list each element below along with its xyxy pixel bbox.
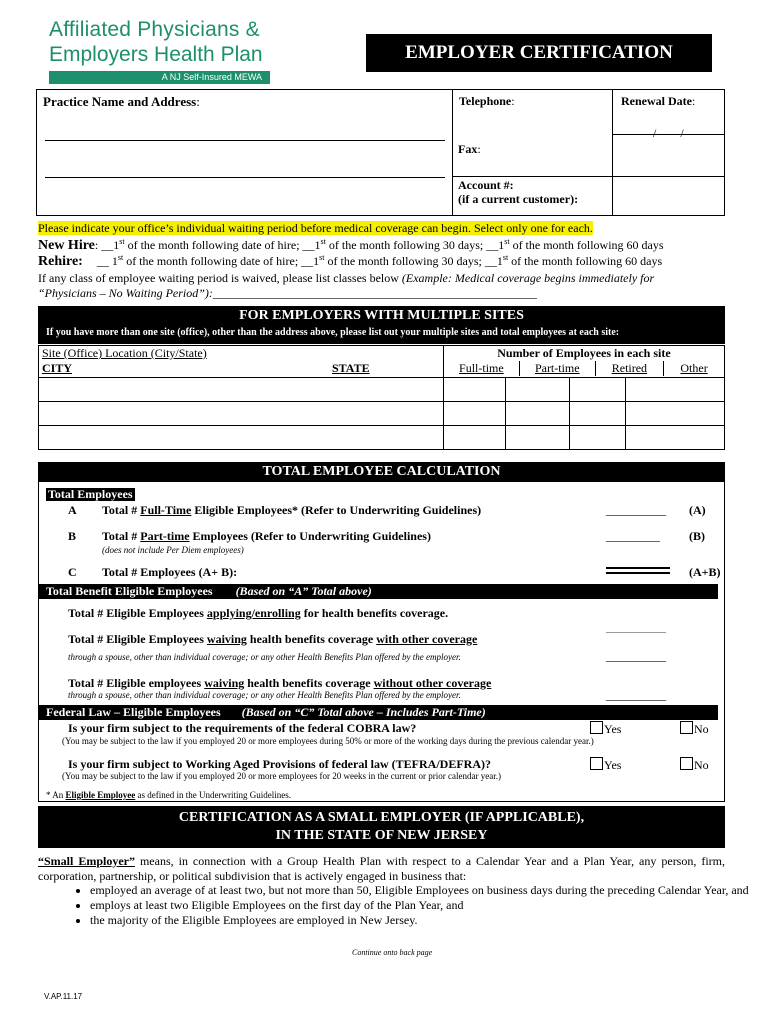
address-line-1[interactable] — [45, 140, 445, 141]
practice-name-cell[interactable] — [37, 90, 452, 215]
rehire-options[interactable]: __ 1st of the month following date of hire; __1st of the month following 30 days; __1st of the month following 60 days — [96, 253, 663, 268]
site-cell[interactable] — [625, 402, 724, 426]
site-cell[interactable] — [505, 402, 569, 426]
site-cell[interactable] — [569, 378, 625, 402]
definition-term: “Small Employer” — [38, 854, 135, 868]
row-a-letter: A — [68, 503, 77, 517]
row-a-underlined: Full-Time — [140, 503, 192, 517]
table-row[interactable] — [39, 378, 725, 402]
tefra-yes-checkbox[interactable] — [590, 757, 603, 770]
waive-note: through a spouse, other than individual coverage; or any other Health Benefits Plan offered by the employer. — [68, 652, 461, 662]
waive2-note: through a spouse, other than individual coverage; or any other Health Benefits Plan offered by the employer. — [68, 690, 461, 700]
waive-text — [68, 632, 477, 647]
cobra-yes[interactable] — [590, 721, 621, 737]
row-b-pre: Total # — [102, 529, 141, 543]
row-a-post: Eligible Employees* (Refer to Underwriting Guidelines) — [191, 503, 482, 517]
row-c-letter: C — [68, 565, 77, 579]
continue-note: Continue onto back page — [352, 948, 433, 957]
table-row[interactable] — [39, 426, 725, 450]
site-cell[interactable] — [569, 426, 625, 450]
row-c-code: (A+B) — [689, 565, 721, 579]
small-employer-definition — [38, 854, 725, 884]
site-cell[interactable] — [443, 426, 505, 450]
enroll-post: for health benefits coverage. — [300, 606, 449, 620]
fax-blank — [612, 134, 725, 177]
site-cell[interactable] — [39, 378, 444, 402]
row-b-code: (B) — [689, 529, 705, 543]
waive-underlined-1: waiving — [206, 632, 247, 646]
practice-label: Practice Name and Address: — [43, 94, 200, 109]
row-b-blank[interactable]: _________ — [606, 529, 660, 543]
version-code: V.AP.11.17 — [44, 992, 83, 1001]
tefra-no[interactable] — [680, 757, 709, 773]
waive2-mid: health benefits coverage — [244, 676, 374, 690]
row-b-underlined: Part-time — [140, 529, 190, 543]
multiple-sites-subheading: If you have more than one site (office), other than the address above, please list out your multiple sites and total employees at each site: — [46, 327, 620, 338]
new-hire-label: New Hire — [38, 238, 95, 253]
site-cell[interactable] — [625, 378, 724, 402]
location-header — [39, 346, 444, 378]
cobra-yes-label: Yes — [604, 722, 622, 736]
footnote-pre: * An — [46, 790, 66, 800]
waive2-underlined-1: waiving — [204, 676, 245, 690]
federal-sub: (Based on “C” Total above – Includes Part-Time) — [241, 705, 486, 719]
list-item: • employed an average of at least two, but not more than 50, Eligible Employees on business days during the preceding Calendar Year, and — [90, 883, 770, 898]
row-c-double-line[interactable] — [606, 567, 670, 574]
tefra-no-label: No — [694, 758, 709, 772]
row-b-note: (does not include Per Diem employees) — [102, 545, 244, 555]
logo-tagline: A NJ Self-Insured MEWA — [49, 71, 270, 84]
site-cell[interactable] — [505, 378, 569, 402]
practice-info-box — [36, 89, 725, 216]
waiting-instruction: Please indicate your office’s individual waiting period before medical coverage can begin. Select only one for each. — [38, 221, 593, 235]
benefit-sub: (Based on “A” Total above) — [235, 584, 372, 598]
site-cell[interactable] — [39, 426, 444, 450]
site-cell[interactable] — [569, 402, 625, 426]
waive2-text — [68, 676, 491, 691]
row-b-text — [102, 529, 431, 544]
site-cell[interactable] — [443, 402, 505, 426]
enroll-blank[interactable]: __________ — [606, 620, 666, 634]
tefra-yes[interactable] — [590, 757, 621, 773]
logo-line-2: Employers Health Plan — [49, 43, 263, 66]
waive-blank[interactable]: __________ — [606, 649, 666, 663]
rehire-label: Rehire: — [38, 254, 83, 269]
federal-label: Federal Law – Eligible Employees — [46, 705, 221, 719]
col-part-time: Part-time — [520, 361, 596, 376]
city-label: CITY — [42, 361, 73, 375]
account-blank — [612, 176, 725, 215]
telephone-label: Telephone: — [459, 94, 515, 108]
waived-text: If any class of employee waiting period is waived, please list classes below — [38, 271, 399, 285]
new-hire-options[interactable]: : __1st of the month following date of hire; __1st of the month following 30 days; __1st of the month following 60 days — [94, 237, 664, 252]
account-label: Account #: — [458, 178, 514, 192]
footnote-post: as defined in the Underwriting Guidelines. — [135, 790, 291, 800]
small-employer-heading-1: CERTIFICATION AS A SMALL EMPLOYER (IF APPLICABLE), — [178, 810, 585, 825]
practice-label-text: Practice Name and Address — [43, 94, 197, 109]
multiple-sites-header — [38, 306, 725, 344]
table-row[interactable] — [39, 402, 725, 426]
list-item: • the majority of the Eligible Employees are employed in New Jersey. — [90, 913, 770, 928]
num-employees-header — [443, 346, 724, 378]
waived-example-1: (Example: Medical coverage begins immediately for — [401, 271, 655, 285]
state-label: STATE — [332, 361, 370, 375]
rehire-row[interactable] — [38, 253, 662, 270]
site-cell[interactable] — [39, 402, 444, 426]
tefra-question: Is your firm subject to Working Aged Provisions of federal law (TEFRA/DEFRA)? — [68, 757, 491, 771]
definition-text: means, in connection with a Group Health Plan with respect to a Calendar Year and a Plan Year, any person, firm, corporation, partnership, or political subdivision that is actively engaged in business that: — [38, 854, 725, 883]
benefit-eligible-bar — [38, 584, 718, 599]
tefra-note: (You may be subject to the law if you employed 20 or more employees for 20 weeks in the current or prior calendar year.) — [62, 771, 501, 781]
multiple-sites-heading: FOR EMPLOYERS WITH MULTIPLE SITES — [239, 308, 524, 323]
small-employer-header — [38, 806, 725, 848]
cobra-no-checkbox[interactable] — [680, 721, 693, 734]
renewal-value[interactable]: / / — [653, 126, 684, 140]
site-cell[interactable] — [443, 378, 505, 402]
enroll-text — [68, 606, 448, 621]
cobra-question: Is your firm subject to the requirements of the federal COBRA law? — [68, 721, 417, 735]
row-a-pre: Total # — [102, 503, 141, 517]
waived-blank[interactable]: ______________________________________________________ — [212, 286, 537, 300]
row-a-code: (A) — [689, 503, 706, 517]
new-hire-row[interactable] — [38, 237, 664, 254]
footnote — [46, 790, 291, 800]
row-c-text: Total # Employees (A+ B): — [102, 565, 238, 579]
tefra-yes-label: Yes — [604, 758, 622, 772]
row-a-blank[interactable]: __________ — [606, 503, 666, 517]
federal-law-bar — [38, 705, 718, 720]
waive2-pre: Total # Eligible employees — [68, 676, 205, 690]
waive-underlined-2: with other coverage — [376, 632, 478, 646]
enroll-underlined: applying/enrolling — [206, 606, 301, 620]
total-employees-label: Total Employees — [48, 487, 133, 501]
col-full-time: Full-time — [444, 361, 520, 376]
waived-row-2 — [38, 286, 537, 301]
row-a-text — [102, 503, 481, 518]
waived-example-2: “Physicians – No Waiting Period”): — [38, 286, 213, 300]
renewal-cell[interactable] — [612, 90, 725, 140]
form-title: EMPLOYER CERTIFICATION — [366, 34, 712, 72]
sites-table — [38, 345, 725, 450]
row-b-post: Employees (Refer to Underwriting Guidelines) — [189, 529, 431, 543]
col-retired: Retired — [596, 361, 664, 376]
benefit-label: Total Benefit Eligible Employees — [46, 584, 213, 598]
renewal-label: Renewal Date: — [621, 94, 696, 108]
site-cell[interactable] — [625, 426, 724, 450]
col-other: Other — [680, 361, 708, 375]
waive2-blank[interactable]: __________ — [606, 688, 666, 702]
cobra-no-label: No — [694, 722, 709, 736]
list-item: • employs at least two Eligible Employees on the first day of the Plan Year, and — [90, 898, 770, 913]
waive2-underlined-2: without other coverage — [373, 676, 492, 690]
fax-label: Fax: — [458, 142, 481, 156]
row-b-letter: B — [68, 529, 77, 543]
cobra-note: (You may be subject to the law if you employed 20 or more employees during 50% or more of the working days during the previous calendar year.) — [62, 736, 594, 746]
account-sub: (if a current customer): — [458, 192, 579, 206]
waived-row-1 — [38, 271, 654, 286]
site-cell[interactable] — [505, 426, 569, 450]
address-line-2[interactable] — [45, 177, 445, 178]
cobra-no[interactable] — [680, 721, 709, 737]
fax-cell[interactable] — [452, 134, 612, 177]
waive-mid: health benefits coverage — [246, 632, 377, 646]
small-employer-criteria — [38, 883, 770, 928]
waive-pre: Total # Eligible Employees — [68, 632, 207, 646]
tefra-no-checkbox[interactable] — [680, 757, 693, 770]
footnote-underlined: Eligible Employee — [65, 790, 136, 800]
enroll-pre: Total # Eligible Employees — [68, 606, 207, 620]
num-employees-label: Number of Employees in each site — [497, 346, 671, 360]
location-label: Site (Office) Location (City/State) — [42, 346, 207, 360]
calculation-heading: TOTAL EMPLOYEE CALCULATION — [38, 462, 725, 482]
cobra-yes-checkbox[interactable] — [590, 721, 603, 734]
logo-line-1: Affiliated Physicians & — [49, 18, 260, 41]
small-employer-heading-2: IN THE STATE OF NEW JERSEY — [275, 828, 488, 843]
